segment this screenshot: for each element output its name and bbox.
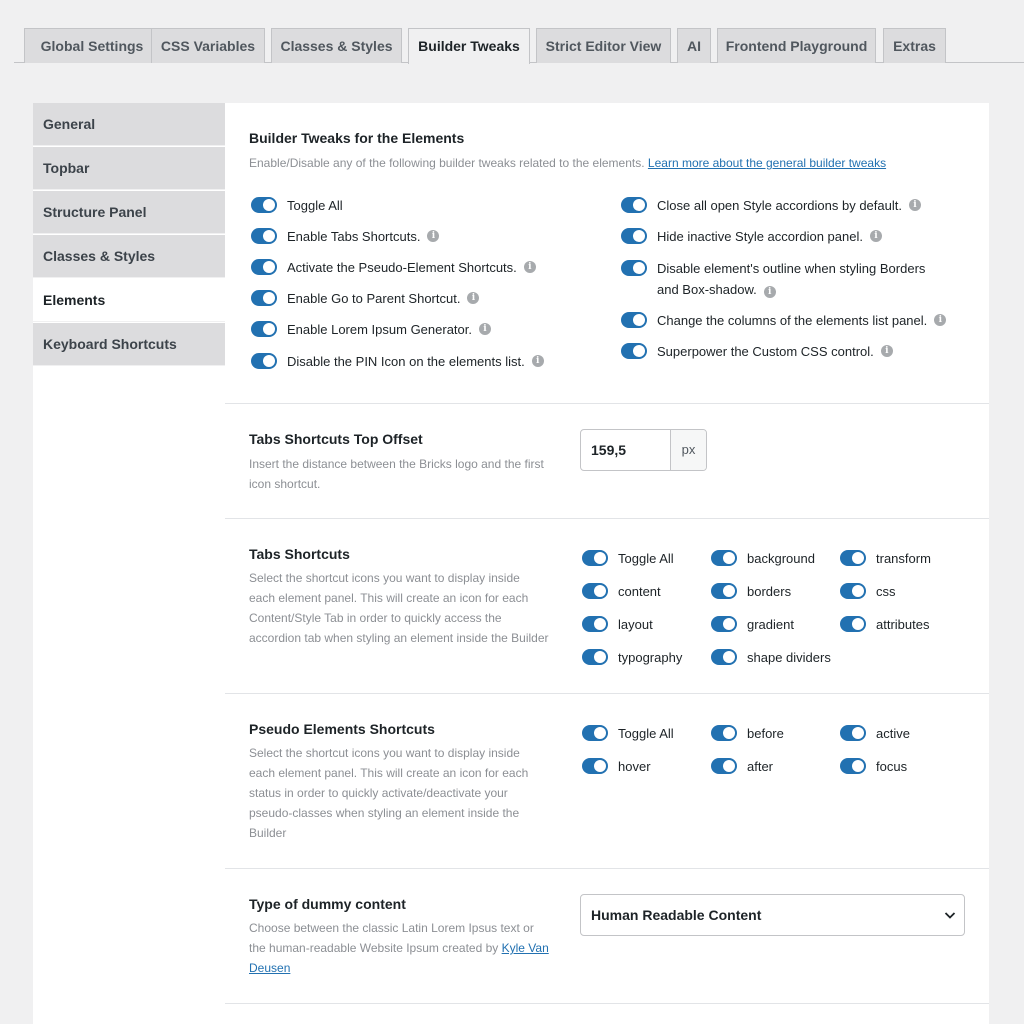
section-description <box>249 918 549 978</box>
sidebar-item-general[interactable]: General <box>33 103 225 146</box>
toggle-label: Close all open Style accordions by default. <box>657 197 902 213</box>
toggle-label: Enable Go to Parent Shortcut. <box>287 290 461 306</box>
toggle-label: Toggle All <box>618 550 674 566</box>
toggle-switch[interactable] <box>582 649 608 665</box>
toggle-label: focus <box>876 758 908 774</box>
toggle-label: content <box>618 583 661 599</box>
toggle-switch[interactable] <box>621 312 647 328</box>
toggle-tabs-shortcuts[interactable] <box>251 227 439 245</box>
section-title: Tabs Shortcuts <box>249 546 350 562</box>
tabs-attributes[interactable] <box>840 615 929 633</box>
toggle-label: layout <box>618 616 653 632</box>
toggle-label: Enable Lorem Ipsum Generator. <box>287 321 472 337</box>
toggle-label: Activate the Pseudo-Element Shortcuts. <box>287 259 517 275</box>
tabs-layout[interactable] <box>582 615 653 633</box>
toggle-label: borders <box>747 583 792 599</box>
sidebar-item-classes-styles[interactable]: Classes & Styles <box>33 235 225 278</box>
dummy-content-section <box>225 869 989 1004</box>
pseudo-hover[interactable] <box>582 757 651 775</box>
pseudo-after[interactable] <box>711 757 773 775</box>
toggle-switch[interactable] <box>582 725 608 741</box>
toggle-pin-icon[interactable] <box>251 352 544 370</box>
learn-more-link[interactable]: Learn more about the general builder tweaks <box>647 156 887 170</box>
toggle-label: Enable Tabs Shortcuts. <box>287 228 421 244</box>
toggle-switch[interactable] <box>840 583 866 599</box>
sidebar-item-topbar[interactable]: Topbar <box>33 147 225 190</box>
info-icon[interactable]: i <box>764 286 776 298</box>
toggle-switch[interactable] <box>251 228 277 244</box>
tab-css-variables[interactable]: CSS Variables <box>151 28 265 63</box>
section-title: Builder Tweaks for the Elements <box>249 130 465 146</box>
section-description: Select the shortcut icons you want to display inside each element panel. This will create an icon for each Content/Style Tab in order to quickly access the accordion tab when styling an element inside the Builder <box>249 571 549 645</box>
tab-builder-tweaks[interactable]: Builder Tweaks <box>408 28 530 64</box>
toggle-switch[interactable] <box>711 649 737 665</box>
toggle-hide-inactive-accordion[interactable] <box>621 227 882 245</box>
toggle-label: Toggle All <box>287 197 343 213</box>
description-text: Choose between the classic Latin Lorem Ipsus text or the human-readable Website Ipsum created by <box>249 921 534 955</box>
select-value: Human Readable Content <box>591 907 762 923</box>
toggle-elements-list-columns[interactable] <box>621 311 946 329</box>
toggle-switch[interactable] <box>711 583 737 599</box>
toggle-label: after <box>747 758 774 774</box>
section-description: Insert the distance between the Bricks logo and the first icon shortcut. <box>249 457 544 491</box>
info-icon[interactable]: i <box>909 199 921 211</box>
sidebar-item-elements[interactable]: Elements <box>33 279 225 322</box>
toggle-label: attributes <box>876 616 930 632</box>
toggle-switch[interactable] <box>251 321 277 337</box>
toggle-switch[interactable] <box>711 616 737 632</box>
kyle-van-deusen-link[interactable]: Kyle Van Deusen <box>249 941 549 975</box>
toggle-switch[interactable] <box>582 758 608 774</box>
toggle-label: typography <box>618 649 683 665</box>
tabs-typography[interactable] <box>582 648 682 666</box>
toggle-label: background <box>747 550 815 566</box>
toggle-switch[interactable] <box>840 616 866 632</box>
section-description: Select the shortcut icons you want to display inside each element panel. This will create an icon for each status in order to quickly activate/deactivate your pseudo-classes when styling an element inside the Builder <box>249 746 529 840</box>
pseudo-shortcuts-section <box>225 694 989 869</box>
sidebar-item-keyboard-shortcuts[interactable]: Keyboard Shortcuts <box>33 323 225 366</box>
toggle-pseudo-element-shortcuts[interactable] <box>251 258 536 276</box>
toggle-disable-outline[interactable] <box>621 258 941 300</box>
section-title: Type of dummy content <box>249 896 406 912</box>
toggle-switch[interactable] <box>711 550 737 566</box>
toggle-superpower-css[interactable] <box>621 342 893 360</box>
tab-strict-editor-view[interactable]: Strict Editor View <box>536 28 671 63</box>
chevron-down-icon <box>944 910 956 920</box>
offset-unit: px <box>671 430 706 470</box>
toggle-label: Toggle All <box>618 725 674 741</box>
tab-frontend-playground[interactable]: Frontend Playground <box>717 28 876 63</box>
pseudo-toggle-all[interactable] <box>582 724 674 742</box>
tabs-borders[interactable] <box>711 582 791 600</box>
tab-classes-styles[interactable]: Classes & Styles <box>271 28 402 63</box>
tabs-content[interactable] <box>582 582 661 600</box>
toggle-switch[interactable] <box>582 616 608 632</box>
toggle-go-to-parent[interactable] <box>251 289 479 307</box>
offset-number-input[interactable] <box>580 429 707 471</box>
toggle-label: Change the columns of the elements list panel. <box>657 312 928 328</box>
info-icon[interactable]: i <box>427 230 439 242</box>
toggle-label: active <box>876 725 910 741</box>
toggle-switch[interactable] <box>840 758 866 774</box>
toggle-label: Hide inactive Style accordion panel. <box>657 228 863 244</box>
sidebar-item-structure-panel[interactable]: Structure Panel <box>33 191 225 234</box>
tabs-shortcuts-section <box>225 519 989 694</box>
toggle-label: shape dividers <box>747 649 831 665</box>
toggle-switch[interactable] <box>711 758 737 774</box>
tabs-shape-dividers[interactable] <box>711 648 831 666</box>
pseudo-focus[interactable] <box>840 757 907 775</box>
info-icon[interactable]: i <box>870 230 882 242</box>
toggle-label-wrap <box>657 258 941 300</box>
info-icon[interactable]: i <box>532 355 544 367</box>
toggle-switch[interactable] <box>582 583 608 599</box>
toggle-switch[interactable] <box>582 550 608 566</box>
toggle-label: before <box>747 725 784 741</box>
toggle-switch[interactable] <box>621 197 647 213</box>
toggle-switch[interactable] <box>251 290 277 306</box>
tabs-css[interactable] <box>840 582 896 600</box>
toggle-switch[interactable] <box>251 259 277 275</box>
toggle-label: Superpower the Custom CSS control. <box>657 343 874 359</box>
offset-value[interactable]: 159,5 <box>581 430 671 470</box>
pseudo-active[interactable] <box>840 724 910 742</box>
toggle-switch[interactable] <box>621 228 647 244</box>
section-title: Tabs Shortcuts Top Offset <box>249 431 423 447</box>
tab-extras[interactable]: Extras <box>883 28 946 63</box>
toggle-label: hover <box>618 758 651 774</box>
section-description <box>249 153 886 173</box>
toggle-label: Disable element's outline when styling Borders and Box-shadow. <box>657 261 926 297</box>
info-icon[interactable]: i <box>524 261 536 273</box>
tab-ai[interactable]: AI <box>677 28 711 63</box>
toggle-label: transform <box>876 550 931 566</box>
section-title: Pseudo Elements Shortcuts <box>249 721 435 737</box>
settings-tabs <box>14 28 1024 63</box>
toggle-label: css <box>876 583 896 599</box>
tabs-transform[interactable] <box>840 549 931 567</box>
toggle-switch[interactable] <box>711 725 737 741</box>
toggle-switch[interactable] <box>621 260 647 276</box>
toggle-switch[interactable] <box>251 353 277 369</box>
info-icon[interactable]: i <box>479 323 491 335</box>
toggle-switch[interactable] <box>840 550 866 566</box>
settings-content <box>225 103 989 1024</box>
description-text: Enable/Disable any of the following builder tweaks related to the elements. <box>249 156 645 170</box>
offset-section <box>225 404 989 519</box>
toggle-label: gradient <box>747 616 794 632</box>
tabs-background[interactable] <box>711 549 815 567</box>
tabs-toggle-all[interactable] <box>582 549 674 567</box>
pseudo-before[interactable] <box>711 724 784 742</box>
tab-global-settings[interactable]: Global Settings <box>24 28 160 63</box>
toggle-lorem-ipsum[interactable] <box>251 320 491 338</box>
dummy-content-select[interactable] <box>580 894 965 936</box>
toggle-switch[interactable] <box>621 343 647 359</box>
info-icon[interactable]: i <box>467 292 479 304</box>
info-icon[interactable]: i <box>881 345 893 357</box>
toggle-switch[interactable] <box>251 197 277 213</box>
toggle-label: Disable the PIN Icon on the elements list. <box>287 353 525 369</box>
side-navigation <box>33 103 225 1024</box>
builder-tweaks-elements-section <box>225 103 989 404</box>
toggle-all-tweaks[interactable] <box>251 196 343 214</box>
tabs-gradient[interactable] <box>711 615 794 633</box>
info-icon[interactable]: i <box>934 314 946 326</box>
toggle-switch[interactable] <box>840 725 866 741</box>
toggle-close-style-accordions[interactable] <box>621 196 921 214</box>
